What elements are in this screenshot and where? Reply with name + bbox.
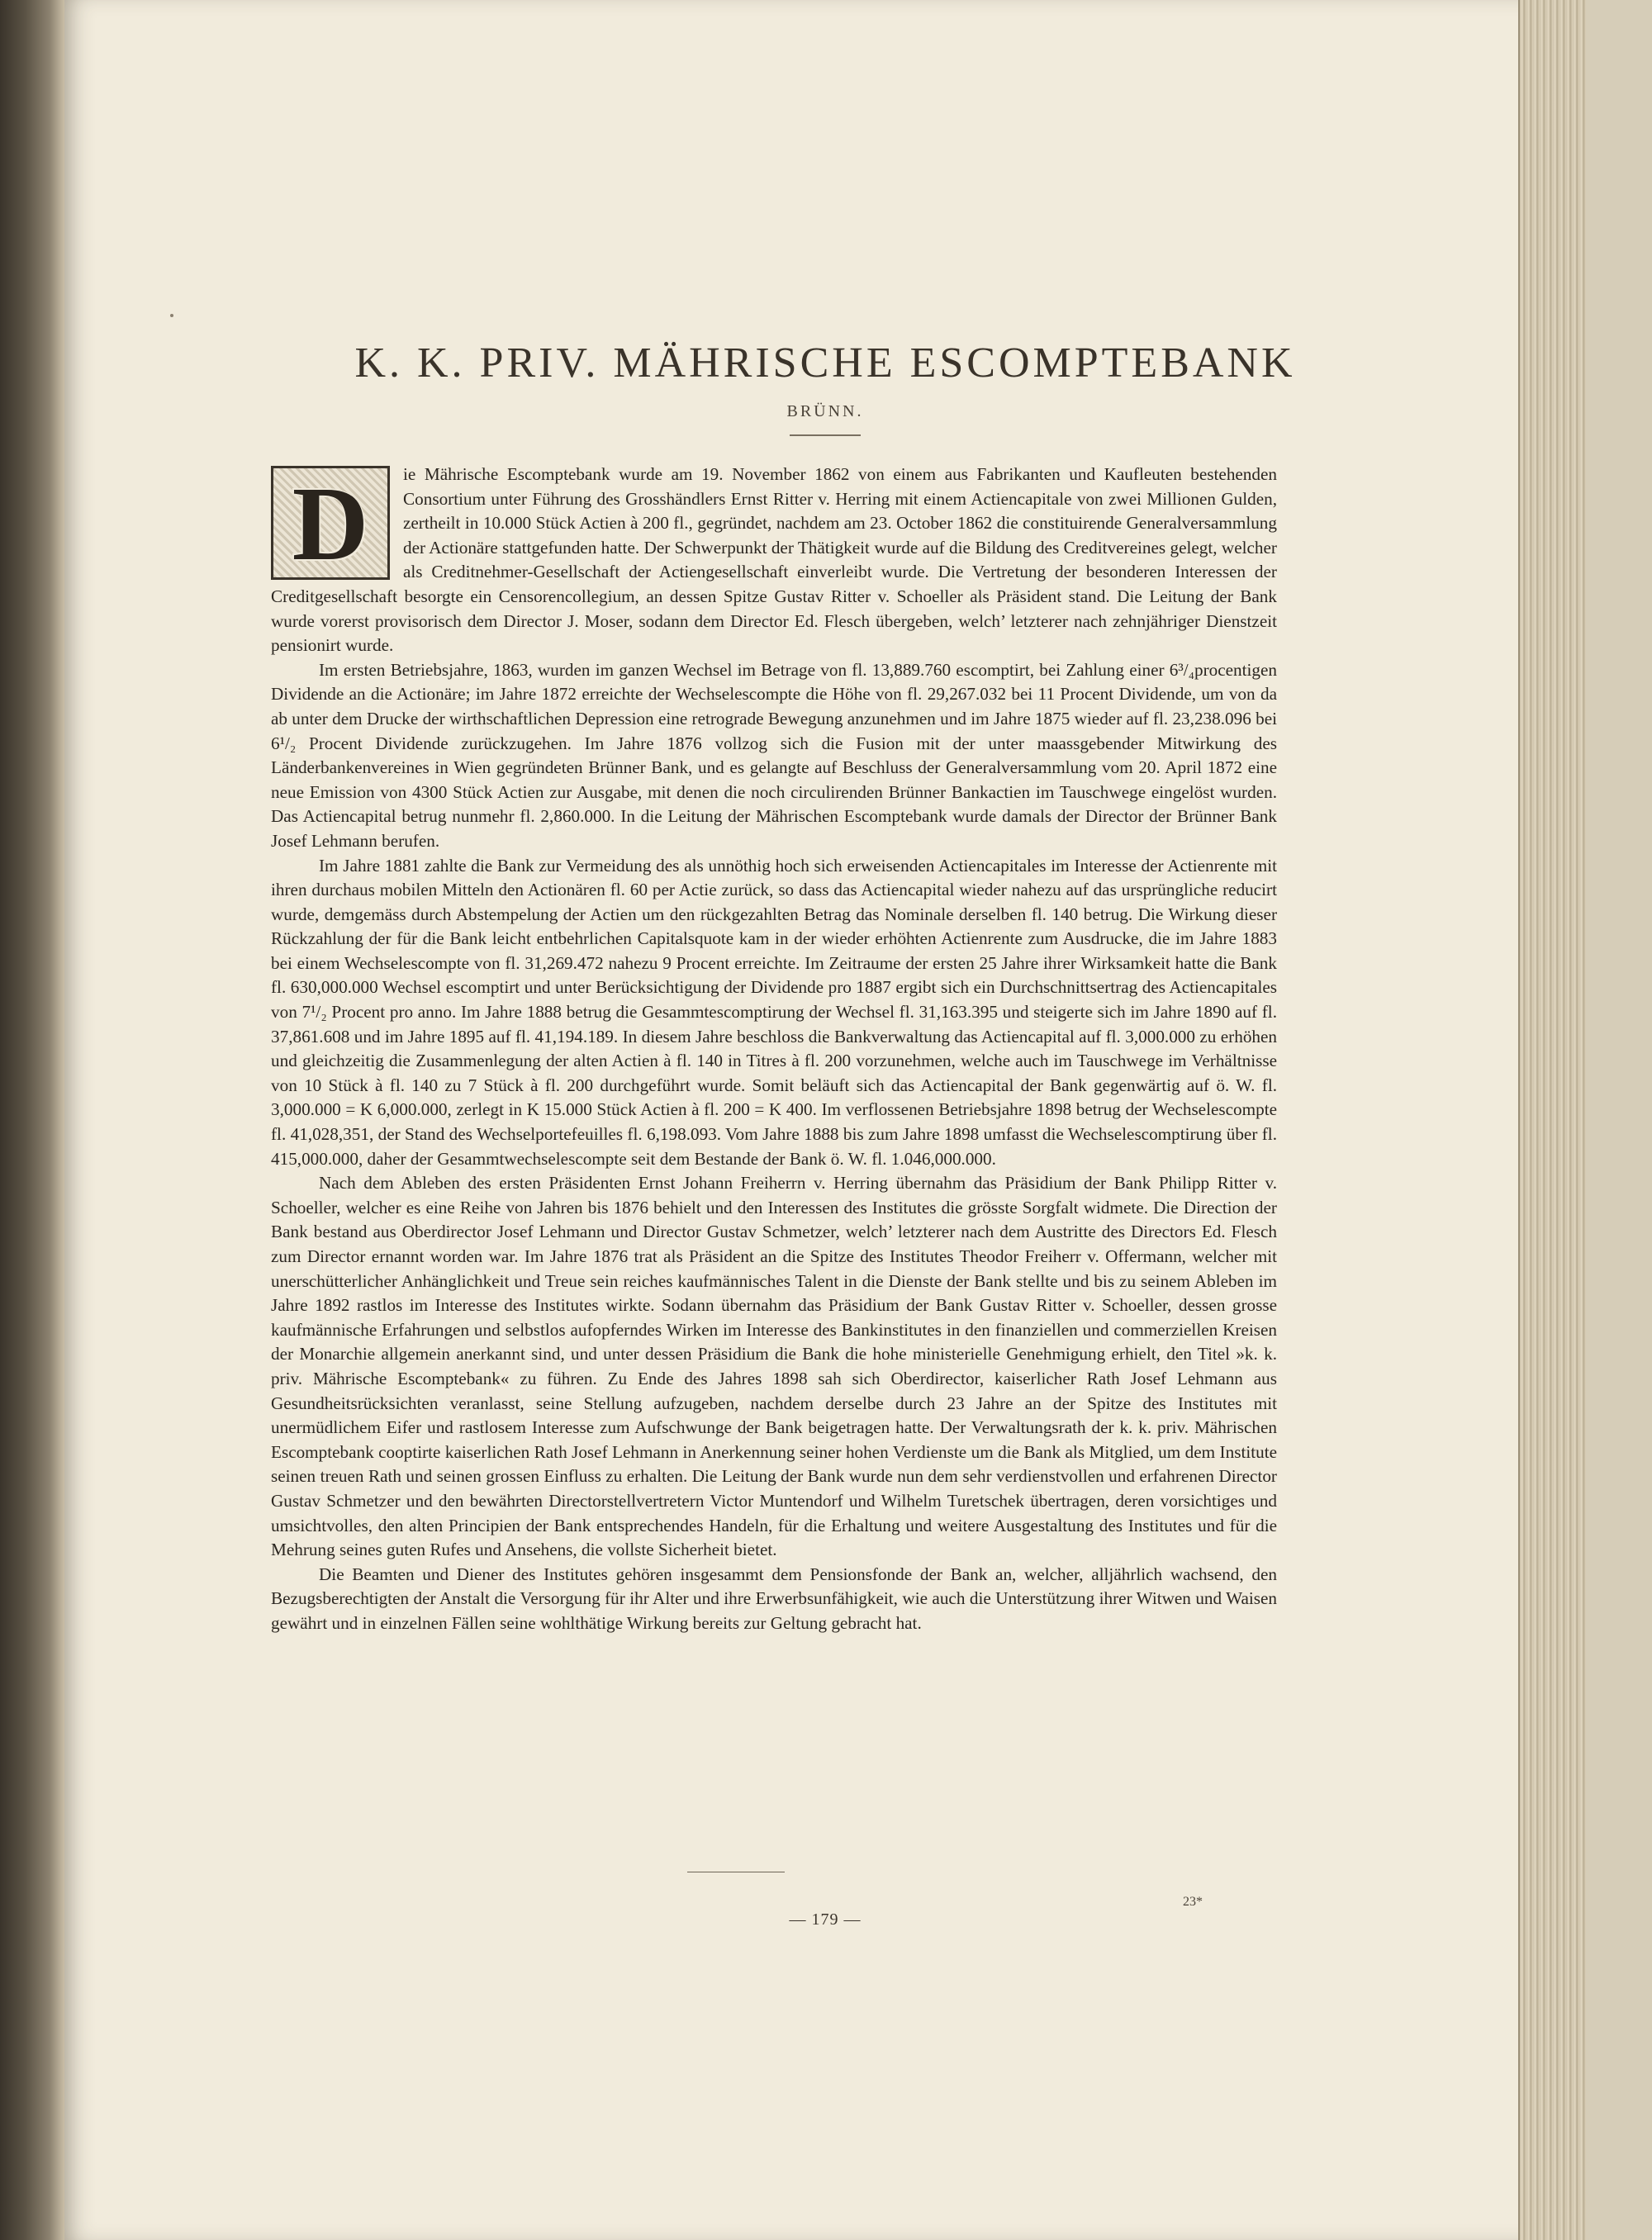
paragraph-1 <box>271 463 1277 658</box>
ornamental-initial <box>271 466 390 580</box>
page-edges <box>1518 0 1586 2240</box>
initial-letter: D <box>292 465 369 582</box>
paper-speck <box>170 314 173 317</box>
paragraph-text: ie Mährische Escomptebank wurde am 19. November 1862 von einem aus Fabrikanten und Kaufleuten bestehenden Consortium unter Führung des Grosshändlers Ernst Ritter v. Herring mit einem Actiencapitale von zwei Millionen Gulden, zertheilt in 10.000 Stück Actien à 200 fl., gegründet, nachdem am 23. October 1862 die constituirende Generalversammlung der Actionäre stattgefunden hatte. Der Schwerpunkt der Thätigkeit wurde auf die Bildung des Creditvereines gelegt, welcher als Creditnehmer-Gesellschaft der Actiengesellschaft einverleibt wurde. Die Vertretung der besonderen Interessen der Creditgesellschaft besorgte ein Censorencollegium, an dessen Spitze Gustav Ritter v. Schoeller als Präsident stand. Die Leitung der Bank wurde vorerst provisorisch dem Director J. Moser, sodann dem Director Ed. Flesch übergeben, welch’ letzterer nach zehnjähriger Dienstzeit pensionirt wurde. <box>271 464 1277 656</box>
signature-mark: 23* <box>1183 1895 1203 1909</box>
book-binding <box>0 0 64 2240</box>
paragraph-2: Im ersten Betriebsjahre, 1863, wurden im ganzen Wechsel im Betrage von fl. 13,889.760 escomptirt, bei Zahlung einer 6³/₄procentigen Dividende an die Actionäre; im Jahre 1872 erreichte der Wechselescompte die Höhe von fl. 29,267.032 bei 11 Procent Dividende, um von da ab unter dem Drucke der wirthschaftlichen Depression eine retrograde Bewegung anzunehmen und im Jahre 1875 wieder auf fl. 23,238.096 bei 6¹/₂ Procent Dividende zurückzugehen. Im Jahre 1876 vollzog sich die Fusion mit der unter maassgebender Mitwirkung des Länderbankenvereines in Wien gegründeten Brünner Bank, und es gelangte auf Beschluss der Generalversammlung vom 20. April 1872 eine neue Emission von 4300 Stück Actien zur Ausgabe, mit denen die noch circulirenden Brünner Bankactien im Tauschwege eingelöst wurden. Das Actiencapital betrug nunmehr fl. 2,860.000. In die Leitung der Mährischen Escomptebank wurde damals der Director der Brünner Bank Josef Lehmann berufen. <box>271 659 1277 851</box>
title-rule <box>790 434 861 436</box>
header <box>64 339 1586 436</box>
paragraph-3: Im Jahre 1881 zahlte die Bank zur Vermeidung des als unnöthig hoch sich erweisenden Actiencapitales im Interesse der Actienrente mit ihren durchaus mobilen Mitteln den Actionären fl. 60 per Actie zurück, so dass das Actiencapital wieder nahezu auf das ursprüngliche reducirt wurde, demgemäss durch Abstempelung der Actien um den rückgezahlten Betrag das Nominale derselben fl. 140 betrug. Die Wirkung dieser Rückzahlung der für die Bank leicht entbehrlichen Capitalsquote kam in der wieder erhöhten Actienrente zum Ausdrucke, die im Jahre 1883 bei einem Wechselescompte von fl. 31,269.472 nahezu 9 Procent erreichte. Im Zeitraume der ersten 25 Jahre ihrer Wirksamkeit hatte die Bank fl. 630,000.000 Wechsel escomptirt und unter Berücksichtigung der Dividende pro 1887 ergibt sich ein Durchschnittsertrag des Actiencapitales von 7¹/₂ Procent pro anno. Im Jahre 1888 betrug die Gesammtescomptirung der Wechsel fl. 31,163.395 und steigerte sich im Jahre 1890 auf fl. 37,861.608 und im Jahre 1895 auf fl. 41,194.189. In diesem Jahre beschloss die Bankverwaltung das Actiencapital auf fl. 3,000.000 zu erhöhen und gleichzeitig die Zusammenlegung der alten Actien à fl. 140 in Titres à fl. 200 vorzunehmen, welche auch im Tauschwege im Verhältnisse von 10 Stück à fl. 140 zu 7 Stück à fl. 200 durchgeführt wurde. Somit beläuft sich das Actiencapital der Bank gegenwärtig auf ö. W. fl. 3,000.000 = K 6,000.000, zerlegt in K 15.000 Stück Actien à fl. 200 = K 400. Im verflossenen Betriebsjahre 1898 betrug der Wechselescompte fl. 41,028,351, der Stand des Wechselportefeuilles fl. 6,198.093. Vom Jahre 1888 bis zum Jahre 1898 umfasst die Wechselescomptirung über fl. 415,000.000, daher der Gesammtwechselescompte seit dem Bestande der Bank ö. W. fl. 1.046,000.000. <box>271 855 1277 1169</box>
paragraph-4: Nach dem Ableben des ersten Präsidenten Ernst Johann Freiherrn v. Herring übernahm das Präsidium der Bank Philipp Ritter v. Schoeller, welcher es eine Reihe von Jahren bis 1876 behielt und den Interessen des Institutes die grösste Sorgfalt widmete. Die Direction der Bank bestand aus Oberdirector Josef Lehmann und Director Gustav Schmetzer, welch’ letzterer nach dem Austritte des Directors Ed. Flesch zum Director ernannt worden war. Im Jahre 1876 trat als Präsident an die Spitze des Institutes Theodor Freiherr v. Offermann, welcher mit unerschütterlicher Anhänglichkeit und Treue sein reiches kaufmännisches Talent in die Dienste der Bank stellte und bis zu seinem Ableben im Jahre 1892 rastlos im Interesse des Institutes wirkte. Sodann übernahm das Präsidium der Bank Gustav Ritter v. Schoeller, dessen grosse kaufmännische Erfahrungen und selbstlos aufopferndes Wirken im Interesse des Bankinstitutes in den finanziellen und commerziellen Kreisen der Monarchie allgemein anerkannt sind, und unter dessen Präsidium die Bank die hohe ministerielle Genehmigung erhielt, den Titel »k. k. priv. Mährische Escomptebank« zu führen. Zu Ende des Jahres 1898 sah sich Oberdirector, kaiserlicher Rath Josef Lehmann aus Gesundheitsrücksichten veranlasst, seine Stellung aufzugeben, nachdem derselbe durch 23 Jahre an der Spitze des Institutes mit unermüdlichem Eifer und rastlosem Interesse zum Aufschwunge der Bank beigetragen hatte. Der Verwaltungsrath der k. k. priv. Mährischen Escomptebank cooptirte kaiserlichen Rath Josef Lehmann in Anerkennung seiner hohen Verdienste um die Bank als Mitglied, um dem Institute seinen treuen Rath und seinen grossen Einfluss zu erhalten. Die Leitung der Bank wurde nun dem sehr verdienstvollen und erfahrenen Director Gustav Schmetzer und den bewährten Directorstellvertretern Victor Muntendorf und Wilhelm Turetschek übertragen, deren vorsichtiges und umsichtvolles, den alten Principien der Bank entsprechendes Handeln, für die Erhaltung und weitere Ausgestaltung des Institutes und für die Mehrung seines guten Rufes und Ansehens, die vollste Sicherheit bietet. <box>271 1173 1277 1560</box>
page-title: K. K. PRIV. MÄHRISCHE ESCOMPTEBANK <box>354 339 1296 387</box>
paragraph-5: Die Beamten und Diener des Institutes gehören insgesammt dem Pensionsfonde der Bank an, welcher, alljährlich wachsend, den Bezugsberechtigten der Anstalt die Versorgung für ihr Alter und ihre Erwerbsunfähigkeit, wie auch die Unterstützung ihrer Witwen und Waisen gewährt und in einzelnen Fällen seine wohlthätige Wirkung bereits zur Geltung gebracht hat. <box>271 1564 1277 1633</box>
city-subtitle: BRÜNN. <box>786 402 864 420</box>
page-number: — 179 — <box>789 1910 862 1929</box>
article-body <box>271 463 1277 1636</box>
